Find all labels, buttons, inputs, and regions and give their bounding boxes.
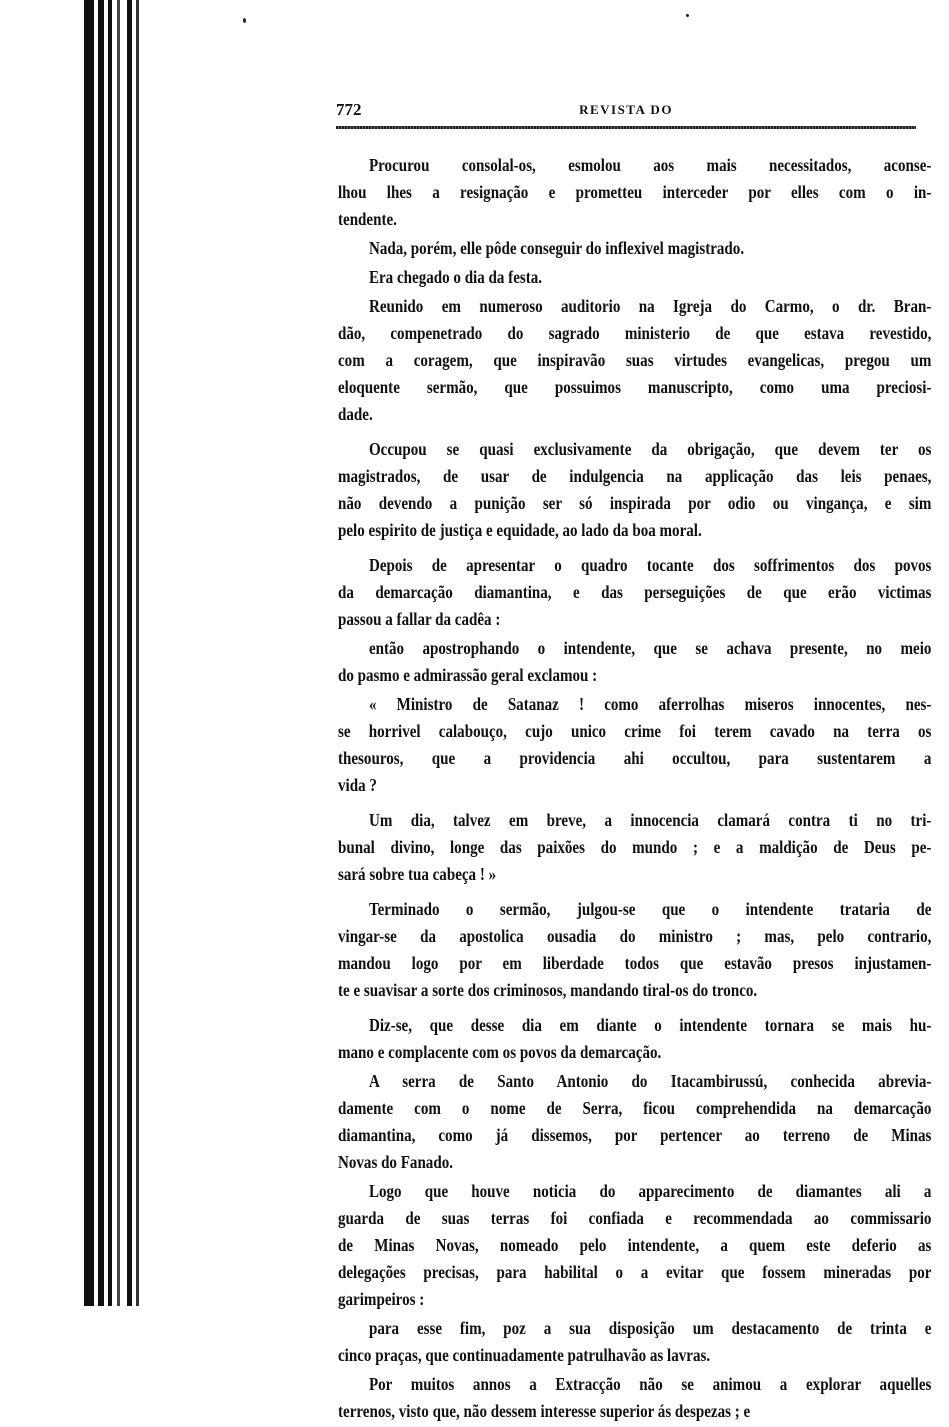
binding-shadow [117,0,120,1306]
text-line: com a coragem, que inspiravão suas virtudes evangelicas, pregou um [338,350,932,370]
binding-shadow [127,0,132,1306]
paragraph [338,635,932,689]
paragraph [338,1315,932,1369]
paragraph [338,896,932,1004]
body-text [338,152,932,1427]
text-line: te e suavisar a sorte dos criminosos, mandando tiral-os do tronco. [338,980,758,1000]
text-line: vida ? [338,775,377,795]
text-line: cinco praças, que continuadamente patrulhavão as lavras. [338,1345,711,1365]
scan-speck [686,14,689,17]
text-line: pelo espirito de justiça e equidade, ao lado da boa moral. [338,520,702,540]
text-line: sará sobre tua cabeça ! » [338,864,497,884]
page-header [336,100,916,124]
paragraph [338,293,932,428]
header-rule [336,126,916,129]
scan-speck [243,18,246,23]
text-line: tendente. [338,209,397,229]
text-line: Terminado o sermão, julgou-se que o intendente trataria de [368,899,932,919]
text-line: da demarcação diamantina, e das perseguições de que erão victimas [338,582,932,602]
text-line: Procurou consolal-os, esmolou aos mais necessitados, aconse- [368,155,932,175]
text-line: então apostrophando o intendente, que se achava presente, no meio [368,638,932,658]
text-line: mandou logo por em liberdade todos que estavão presos injustamen- [338,953,932,973]
text-line: « Ministro de Satanaz ! como aferrolhas miseros innocentes, nes- [368,694,932,714]
text-line: diamantina, como já dissemos, por pertencer ao terreno de Minas [338,1125,932,1145]
text-line: Logo que houve noticia do apparecimento de diamantes ali a [368,1181,932,1201]
paragraph [338,1178,932,1313]
text-line: guarda de suas terras foi confiada e recommendada ao commissario [338,1208,932,1228]
page-number: 772 [336,100,362,119]
paragraph [338,152,932,233]
text-line: Era chegado o dia da festa. [368,267,543,287]
text-line: dão, compenetrado do sagrado ministerio de que estava revestido, [338,323,932,343]
text-line: Occupou se quasi exclusivamente da obrigação, que devem ter os [368,439,932,459]
paragraph [338,807,932,888]
text-line: terrenos, visto que, não dessem interesse superior ás despezas ; e [338,1401,751,1421]
text-line: bunal divino, longe das paixões do mundo ; e a maldição de Deus pe- [338,837,932,857]
paragraph [338,264,932,291]
paragraph [338,552,932,633]
binding-shadow [136,0,139,1306]
paragraph [338,436,932,544]
text-line: vingar-se da apostolica ousadia do ministro ; mas, pelo contrario, [338,926,932,946]
paragraph [338,691,932,799]
text-line: de Minas Novas, nomeado pelo intendente, a quem este deferio as [338,1235,932,1255]
text-line: Por muitos annos a Extracção não se animou a explorar aquelles [368,1374,932,1394]
text-line: garimpeiros : [338,1289,425,1309]
text-line: mano e complacente com os povos da demarcação. [338,1042,662,1062]
text-line: dade. [338,404,373,424]
text-line: Reunido em numeroso auditorio na Igreja do Carmo, o dr. Bran- [368,296,932,316]
binding-shadow [108,0,112,1306]
text-line: do pasmo e admirassão geral exclamou : [338,665,598,685]
text-line: passou a fallar da cadêa : [338,609,501,629]
text-line: Um dia, talvez em breve, a innocencia clamará contra ti no tri- [368,810,932,830]
text-line: delegações precisas, para habilital o a evitar que fossem mineradas por [338,1262,932,1282]
paragraph [338,235,932,262]
text-line: thesouros, que a providencia ahi occultou, para sustentarem a [338,748,932,768]
binding-shadow [84,0,94,1306]
paragraph [338,1068,932,1176]
text-line: Depois de apresentar o quadro tocante dos soffrimentos dos povos [368,555,932,575]
text-line: se horrivel calabouço, cujo unico crime foi terem cavado na terra os [338,721,932,741]
text-line: Diz-se, que desse dia em diante o intendente tornara se mais hu- [368,1015,932,1035]
paragraph [338,1371,932,1425]
text-line: Nada, porém, elle pôde conseguir do inflexivel magistrado. [368,238,745,258]
binding-shadow [98,0,104,1306]
text-line: não devendo a punição ser só inspirada por odio ou vingança, e sim [338,493,932,513]
text-line: damente com o nome de Serra, ficou comprehendida na demarcação [338,1098,932,1118]
text-line: lhou lhes a resignação e prometteu interceder por elles com o in- [338,182,932,202]
text-line: magistrados, de usar de indulgencia na applicação das leis penaes, [338,466,932,486]
text-line: Novas do Fanado. [338,1152,453,1172]
running-head: REVISTA DO [579,102,673,117]
text-line: para esse fim, poz a sua disposição um destacamento de trinta e [368,1318,932,1338]
text-line: eloquente sermão, que possuimos manuscripto, como uma preciosi- [338,377,932,397]
text-line: A serra de Santo Antonio do Itacambirussú, conhecida abrevia- [368,1071,932,1091]
paragraph [338,1012,932,1066]
